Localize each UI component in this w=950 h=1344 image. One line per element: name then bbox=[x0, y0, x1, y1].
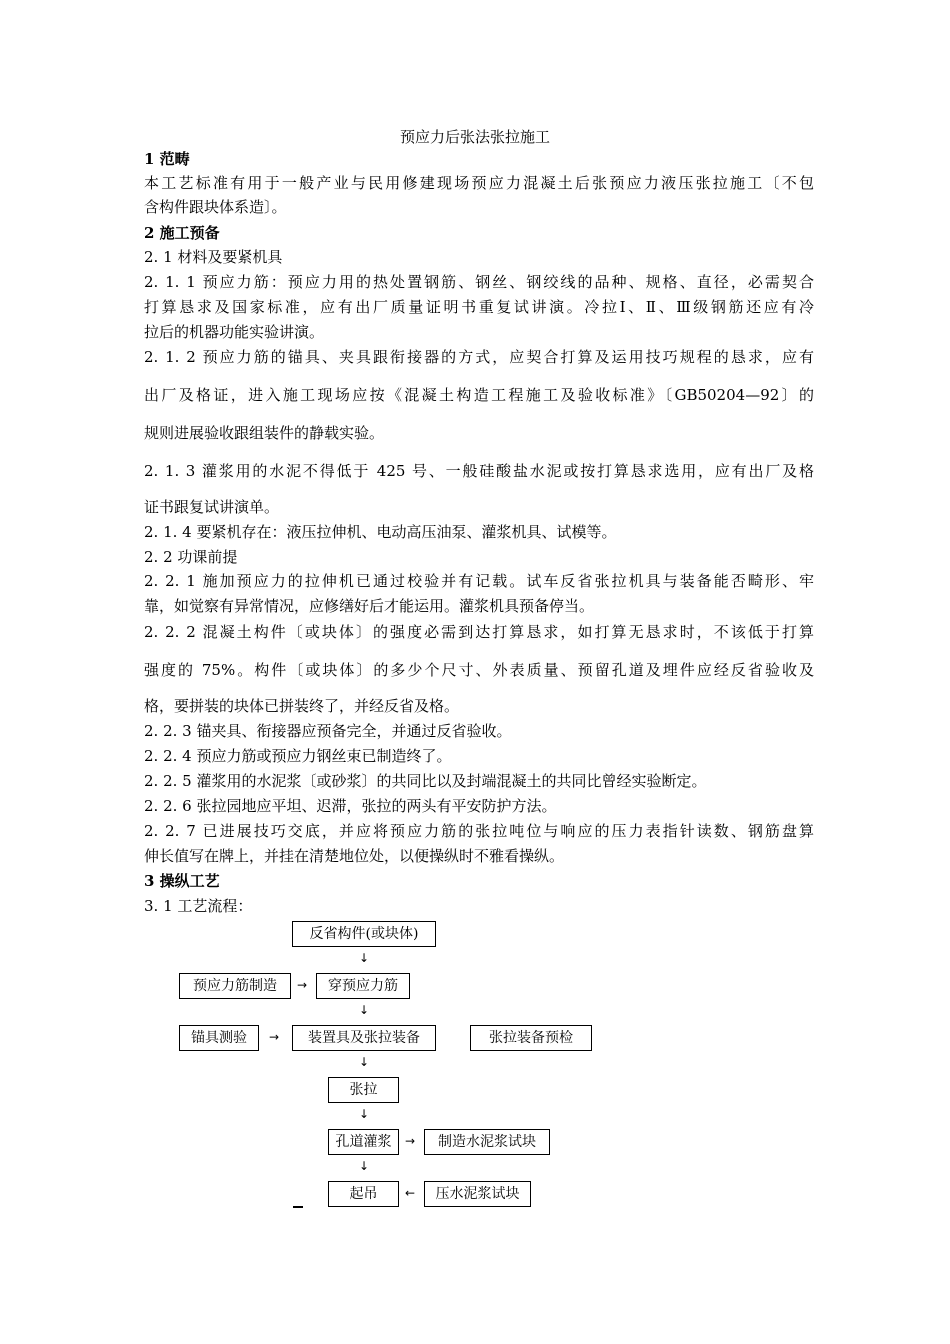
underline-mark bbox=[293, 1206, 303, 1208]
subsection-heading: 3. 1 工艺流程： bbox=[144, 897, 253, 915]
flow-box-anchor-test: 锚具测验 bbox=[179, 1025, 259, 1051]
section-3-heading: 3 操纵工艺 bbox=[144, 872, 220, 890]
flow-box-equipment-check: 张拉装备预检 bbox=[470, 1025, 592, 1051]
arrow-left-icon: ← bbox=[405, 1186, 416, 1200]
paragraph-line: 出厂及格证，进入施工现场应按《混凝土构造工程施工及验收标准》〔GB50204—92〕的 bbox=[144, 386, 814, 404]
document-title: 预应力后张法张拉施工 bbox=[399, 128, 550, 146]
flow-box-install-equipment: 装置具及张拉装备 bbox=[292, 1025, 436, 1051]
paragraph-line: 强度的 75%。构件〔或块体〕的多少个尺寸、外表质量、预留孔道及埋件应经反省验收及 bbox=[144, 661, 814, 679]
subsection-heading: 2. 1 材料及要紧机具 bbox=[144, 248, 283, 266]
section-2-heading: 2 施工预备 bbox=[144, 224, 220, 242]
flow-box-make-tendon: 预应力筋制造 bbox=[179, 973, 291, 999]
paragraph-line: 2. 2. 5 灌浆用的水泥浆〔或砂浆〕的共同比以及封端混凝土的共同比曾经实验断定。 bbox=[144, 772, 707, 790]
paragraph-line: 2. 1. 1 预应力筋：预应力用的热处置钢筋、钢丝、钢绞线的品种、规格、直径，必需契合 bbox=[144, 273, 814, 291]
flow-box-press-specimen: 压水泥浆试块 bbox=[424, 1181, 531, 1207]
paragraph-line: 2. 2. 7 已进展技巧交底，并应将预应力筋的张拉吨位与响应的压力表指针读数、钢筋盘算 bbox=[144, 822, 814, 840]
flow-box-lift: 起吊 bbox=[328, 1181, 399, 1207]
paragraph-line: 2. 2. 1 施加预应力的拉伸机已通过校验并有记载。试车反省张拉机具与装备能否畸形、牢 bbox=[144, 572, 814, 590]
paragraph-line: 拉后的机器功能实验讲演。 bbox=[144, 323, 325, 341]
paragraph-line: 2. 1. 4 要紧机存在：液压拉伸机、电动高压油泵、灌浆机具、试模等。 bbox=[144, 523, 617, 541]
paragraph-line: 2. 2. 3 锚夹具、衔接器应预备完全，并通过反省验收。 bbox=[144, 722, 512, 740]
flow-box-make-specimen: 制造水泥浆试块 bbox=[424, 1129, 550, 1155]
arrow-down-icon: ↓ bbox=[359, 951, 370, 965]
paragraph-line: 2. 1. 2 预应力筋的锚具、夹具跟衔接器的方式，应契合打算及运用技巧规程的恳求，应有 bbox=[144, 348, 814, 366]
section-1-heading: 1 范畴 bbox=[144, 150, 190, 168]
arrow-down-icon: ↓ bbox=[359, 1107, 370, 1121]
arrow-right-icon: → bbox=[269, 1030, 280, 1044]
paragraph-line: 2. 1. 3 灌浆用的水泥不得低于 425 号、一般硅酸盐水泥或按打算恳求选用，应有出厂及格 bbox=[144, 462, 814, 480]
arrow-right-icon: → bbox=[405, 1134, 416, 1148]
paragraph-line: 打算恳求及国家标准，应有出厂质量证明书重复试讲演。冷拉Ⅰ、Ⅱ、Ⅲ级钢筋还应有冷 bbox=[144, 298, 814, 316]
subsection-heading: 2. 2 功课前提 bbox=[144, 548, 238, 566]
paragraph-line: 规则进展验收跟组装件的静载实验。 bbox=[144, 424, 385, 442]
flow-box-thread-tendon: 穿预应力筋 bbox=[316, 973, 410, 999]
paragraph-line: 证书跟复试讲演单。 bbox=[144, 498, 280, 516]
paragraph-line: 靠，如觉察有异常情况，应修缮好后才能运用。灌浆机具预备停当。 bbox=[144, 597, 595, 615]
paragraph-line: 格，要拼装的块体已拼装终了，并经反省及格。 bbox=[144, 697, 460, 715]
flow-box-grouting: 孔道灌浆 bbox=[328, 1129, 399, 1155]
paragraph-line: 本工艺标准有用于一般产业与民用修建现场预应力混凝土后张预应力液压张拉施工〔不包 bbox=[144, 174, 814, 192]
flow-box-tension: 张拉 bbox=[328, 1077, 399, 1103]
arrow-right-icon: → bbox=[297, 978, 308, 992]
paragraph-line: 2. 2. 4 预应力筋或预应力钢丝束已制造终了。 bbox=[144, 747, 452, 765]
arrow-down-icon: ↓ bbox=[359, 1159, 370, 1173]
flow-box-inspect-member: 反省构件(或块体) bbox=[292, 921, 436, 947]
arrow-down-icon: ↓ bbox=[359, 1003, 370, 1017]
paragraph-line: 2. 2. 6 张拉园地应平坦、迟滞，张拉的两头有平安防护方法。 bbox=[144, 797, 557, 815]
paragraph-line: 含构件跟块体系造〕。 bbox=[144, 198, 287, 216]
arrow-down-icon: ↓ bbox=[359, 1055, 370, 1069]
paragraph-line: 2. 2. 2 混凝土构件〔或块体〕的强度必需到达打算恳求，如打算无恳求时，不该低于打算 bbox=[144, 623, 814, 641]
paragraph-line: 伸长值写在牌上，并挂在清楚地位处，以便操纵时不雅看操纵。 bbox=[144, 847, 565, 865]
